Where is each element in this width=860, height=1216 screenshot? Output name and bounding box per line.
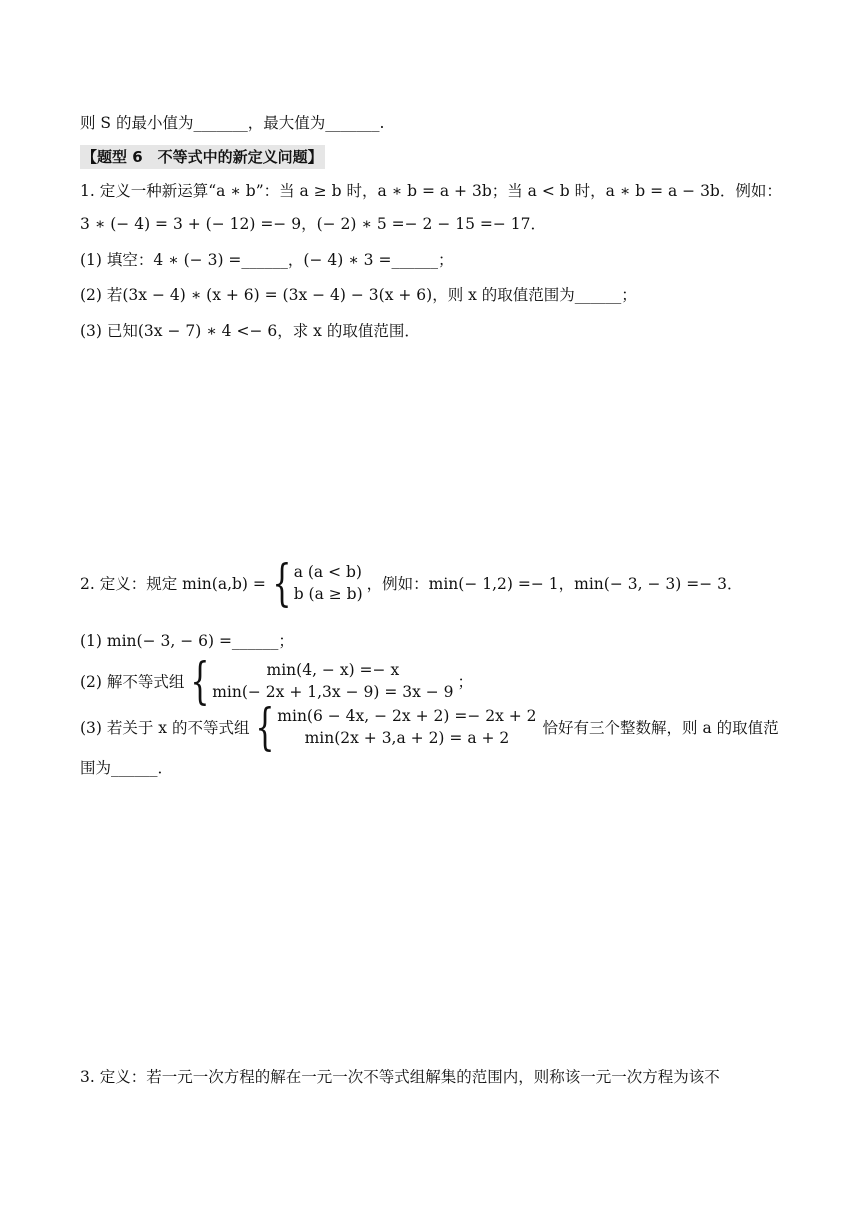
q2-part1: (1) min(− 3, − 6) =______； <box>80 632 294 650</box>
q2-part3-row2: min(2x + 3,a + 2) = a + 2 <box>304 729 510 747</box>
left-brace-icon: { <box>255 698 275 756</box>
q2-definition <box>80 554 743 612</box>
q2-part3-line2: 围为______． <box>80 759 174 777</box>
left-brace-icon: { <box>190 652 210 710</box>
q2-part2-row1: min(4, − x) =− x <box>266 661 400 679</box>
q1-line1: 1. 定义一种新运算“a ∗ b”：当 a ≥ b 时，a ∗ b = a + 3b；当 a < b 时，a ∗ b = a − 3b．例如： <box>80 182 782 200</box>
q2-def-case1: a (a < b) <box>293 563 362 581</box>
left-brace-icon: { <box>272 554 292 612</box>
q2-part3-prefix: (3) 若关于 x 的不等式组 <box>80 719 250 737</box>
q1-part3: (3) 已知(3x − 7) ∗ 4 <− 6，求 x 的取值范围． <box>80 322 420 340</box>
top-answer-line: 则 S 的最小值为_______，最大值为_______. <box>80 114 385 132</box>
q2-part2-suffix: ； <box>457 673 474 691</box>
q2-part3-suffix: 恰好有三个整数解，则 a 的取值范 <box>542 719 779 737</box>
q3-line1: 3. 定义：若一元一次方程的解在一元一次不等式组解集的范围内，则称该一元一次方程为该不 <box>80 1068 720 1086</box>
q2-part2 <box>80 652 474 710</box>
q2-def-cases <box>294 561 363 605</box>
q1-part2: (2) 若(3x − 4) ∗ (x + 6) = (3x − 4) − 3(x + 6)，则 x 的取值范围为______； <box>80 286 637 304</box>
q2-def-case2: b (a ≥ b) <box>293 585 363 603</box>
q2-def-prefix: 2. 定义：规定 min(a,b) = <box>80 575 266 593</box>
q2-part2-prefix: (2) 解不等式组 <box>80 673 185 691</box>
q1-line2: 3 ∗ (− 4) = 3 + (− 12) =− 9，(− 2) ∗ 5 =− 2 − 15 =− 17． <box>80 215 547 233</box>
q2-def-suffix: ，例如：min(− 1,2) =− 1，min(− 3, − 3) =− 3． <box>366 575 743 593</box>
q2-part3 <box>80 698 779 756</box>
section-heading: 【题型 6 不等式中的新定义问题】 <box>80 145 325 169</box>
q2-part2-system <box>212 659 453 703</box>
q1-part1: (1) 填空：4 ∗ (− 3) =______，(− 4) ∗ 3 =______； <box>80 251 454 269</box>
q2-part2-row2: min(− 2x + 1,3x − 9) = 3x − 9 <box>212 683 454 701</box>
q2-part3-row1: min(6 − 4x, − 2x + 2) =− 2x + 2 <box>277 707 537 725</box>
q2-part3-system <box>277 705 536 749</box>
